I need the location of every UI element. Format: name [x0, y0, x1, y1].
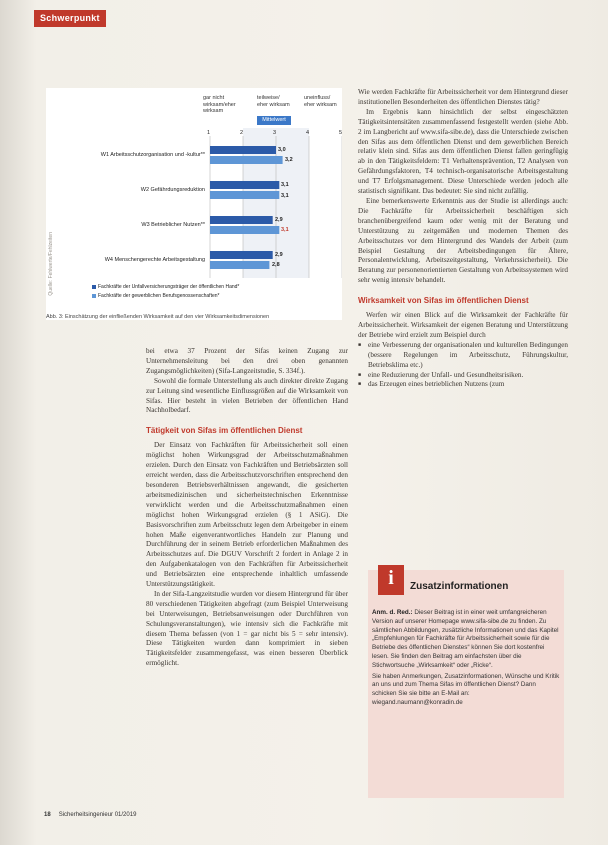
bar [210, 216, 273, 224]
info-icon: i [378, 565, 404, 595]
paragraph: Werfen wir einen Blick auf die Wirksamkeit der Fachkräfte für Arbeitssicherheit. Wirksamkeit der eigenen Beratung und Unterstützung der Betriebe wird erzielt zum Beispiel durch [358, 311, 568, 339]
list-item: ■ eine Verbesserung der organisationalen und kulturellen Bedingungen (bessere Regelungen im Arbeitsschutz, Führungskultur, Betriebsklima etc.) [358, 341, 568, 371]
paragraph: Wie werden Fachkräfte für Arbeitssicherheit vor dem Hintergrund dieser institutionellen Besonderheiten des öffentlichen Dienstes tätig? [358, 88, 568, 106]
tick-label: 5 [339, 130, 343, 136]
info-body: Dieser Beitrag ist in einer weit umfangreicheren Version auf unserer Homepage www.sifa-sibe.de zu finden. Zu sämtlichen Abbildungen, zusätzliche Informationen und das Kapitel „Empfehlungen für Fachkräfte für Arbeitssicherheit sowie für die Betriebe des öffentlichen Dienstes“ können Sie dort kostenfrei lesen. Sie finden den Beitrag am einfachsten über die Stichwortsuche „Wirksamkeit“ oder „Ricke“. [372, 609, 559, 669]
value-label: 2,9 [275, 252, 283, 258]
legend-item [92, 284, 239, 290]
legend-label: Fachkräfte der Unfallversicherungsträger der öffentlichen Hand* [98, 284, 240, 290]
tick-label: 2 [240, 130, 244, 136]
column-head-1: gar nicht wirksam/eher wirksam [203, 95, 236, 114]
bar [210, 191, 279, 199]
paragraph: Der Einsatz von Fachkräften für Arbeitssicherheit soll einen möglichst hohen Wirkungsgrad der Arbeitsschutzmaßnahmen erzielen. Durch den Einsatz von Fachkräften und Betriebsärzten soll erreicht werden, dass die Arbeitsschutzvorschriften entsprechend den besonderen Betriebsverhältnissen angewandt, die gesicherten arbeitsmedizinischen und sicherheitstechnischen Erkenntnisse verwirklicht werden und die Arbeitsschutzmaßnahmen einen möglichst hohen Wirkungsgrad erzielen (§ 1 ASiG). Die Basisvorschriften zum Arbeitsschutz legen dem Arbeitgeber in einem hohen Maße eigenverantwortliches Handeln zur Planung und Durchführung der in seinem Betrieb erforderlichen Maßnahmen des Arbeitsschutzes auf. Die DGUV Vorschrift 2 fordert in Anlage 2 in den Aufgabenkatalogen von den Fachkräften für Arbeitssicherheit und Betriebsärzten eine entsprechende inhaltlich umfassende Unterstützungstätigkeit. [146, 441, 348, 589]
section-heading: Tätigkeit von Sifas im öffentlichen Dienst [146, 426, 303, 436]
paragraph: In der Sifa-Langzeitstudie wurden vor diesem Hintergrund für über 80 verschiedenen Tätigkeiten abgefragt (zum Beispiel Unterweisung bei Unterweisungen, Betriebsanweisungen oder Durchführen von Schulungsveranstaltungen), wie intensiv sich die Fachkräfte mit diesem Thema befassen (von 1 = gar nicht bis 5 = sehr intensiv). Diese Tätigkeiten wurden dann komprimiert in sieben Tätigkeitsfelder zusammengefasst, was einen besseren Überblick ermöglicht. [146, 589, 348, 668]
tick-label: 4 [306, 130, 310, 136]
legend-swatch [92, 294, 96, 298]
bullet-list [358, 341, 568, 391]
bar [210, 181, 279, 189]
column-head-3: uneinfluss/ eher wirksam [304, 95, 337, 108]
info-email[interactable]: wiegand.naumann@konradin.de [372, 698, 463, 706]
info-box-text [372, 609, 562, 708]
value-label: 3,1 [281, 227, 289, 233]
page-number: 18 [44, 812, 51, 818]
chart-credit: Quelle: Fehlwerte/Fehlzeiten [48, 232, 54, 296]
bar [210, 261, 269, 269]
value-label: 3,0 [278, 147, 286, 153]
tick-label: 1 [207, 130, 211, 136]
list-item: ■ das Erzeugen eines betrieblichen Nutzens (zum [358, 380, 568, 390]
row-label: W3 Betrieblicher Nutzen** [141, 222, 205, 228]
figure-caption: Abb. 3: Einschätzung der einfließenden Wirksamkeit auf den vier Wirksamkeitsdimensionen [46, 314, 270, 320]
bar [210, 226, 279, 234]
bar [210, 156, 283, 164]
legend-label: Fachkräfte der gewerblichen Berufsgenossenschaften* [98, 293, 220, 299]
section-tag: Schwerpunkt [34, 10, 106, 27]
footer-text: Sicherheitsingenieur 01/2019 [58, 812, 137, 818]
value-label: 3,1 [281, 182, 289, 188]
paragraph: bei etwa 37 Prozent der Sifas keinen Zugang zur Unternehmensleitung bei den drei oben genannten Zugangsmöglichkeiten) (Sifa-Langzeitstudie, S. 334f.). [146, 347, 348, 375]
paragraph: Eine bemerkenswerte Erkenntnis aus der Studie ist allerdings auch: Die Fachkräfte für Arbeitssicherheit beschäftigen sich branchenübergreifend kaum oder wenig mit der Beratung und Unterstützung zu zeitgemäßen und modernen Themen des Arbeitsschutzes vor dem Hintergrund des Wandels der Arbeit (zum Beispiel Gestaltung der Arbeitsbedingungen für Ältere, Personalentwicklung, Arbeitszeitgestaltung, Verkehrssicherheit). Die Beratung zur personenorientierten Gestaltung von Arbeitssystemen wird sehr wenig intensiv behandelt. [358, 196, 568, 285]
value-label: 3,2 [285, 157, 293, 163]
list-item: ■ eine Reduzierung der Unfall- und Gesundheitsrisiken. [358, 371, 568, 381]
page-footer [44, 812, 136, 818]
column-head-2: teilweise/ eher wirksam [257, 95, 290, 108]
section-heading: Wirksamkeit von Sifas im öffentlichen Dienst [358, 296, 529, 306]
right-column [358, 88, 568, 390]
value-label: 3,1 [281, 193, 289, 199]
row-label: W2 Gefährdungsreduktion [140, 187, 205, 193]
paragraph: Im Ergebnis kann hinsichtlich der selbst eingeschätzten Tätigkeitsintensitäten zusammenfassend festgestellt werden (siehe Abb. 2 im Langbericht auf www.sifa-sibe.de), dass die Unterschiede zwischen den Sifas aus dem öffentlichen Dienst und dem gewerblichen Bereich relativ klein sind. Sifas aus dem öffentlichen Dienst fallen geringfügig ab in den Tätigkeitsfeldern: T1 Verhaltensprävention, T2 Analysen von Gefährdungsfaktoren, T4 technisch-organisatorische Arbeitsgestaltung und T7 Erfolgsmanagement. Diese Unterschiede werden jedoch alle statistisch signifikant. Das bedeutet: Sie sind nicht zufällig. [358, 107, 568, 196]
value-label: 2,9 [275, 217, 283, 223]
info-box-title: Zusatzinformationen [410, 581, 509, 592]
bar [210, 251, 273, 259]
paragraph: Sowohl die formale Unterstellung als auch direkter direkte Zugang zur Leitung sind wesentliche Einflussgrößen auf die Wirksamkeit von Sifas. Hier besteht in vielen Betrieben der öffentlichen Hand Nachholbedarf. [146, 376, 348, 415]
legend-item [92, 293, 219, 299]
bar [210, 146, 276, 154]
left-column [146, 347, 348, 669]
legend-swatch [92, 285, 96, 289]
info-lead: Anm. d. Red.: [372, 609, 413, 616]
mittelwert-box: Mittelwert [257, 116, 291, 125]
value-label: 2,8 [272, 262, 280, 268]
row-label: W1 Arbeitsschutzorganisation und -kultur** [100, 152, 205, 158]
info-body-2: Sie haben Anmerkungen, Zusatzinformationen, Wünsche und Kritik an uns und zum Thema Sifas im öffentlichen Dienst? Dann schicken Sie sie bitte an E-Mail an: [372, 672, 560, 698]
row-label: W4 Menschengerechte Arbeitsgestaltung [104, 257, 205, 263]
tick-label: 3 [273, 130, 277, 136]
